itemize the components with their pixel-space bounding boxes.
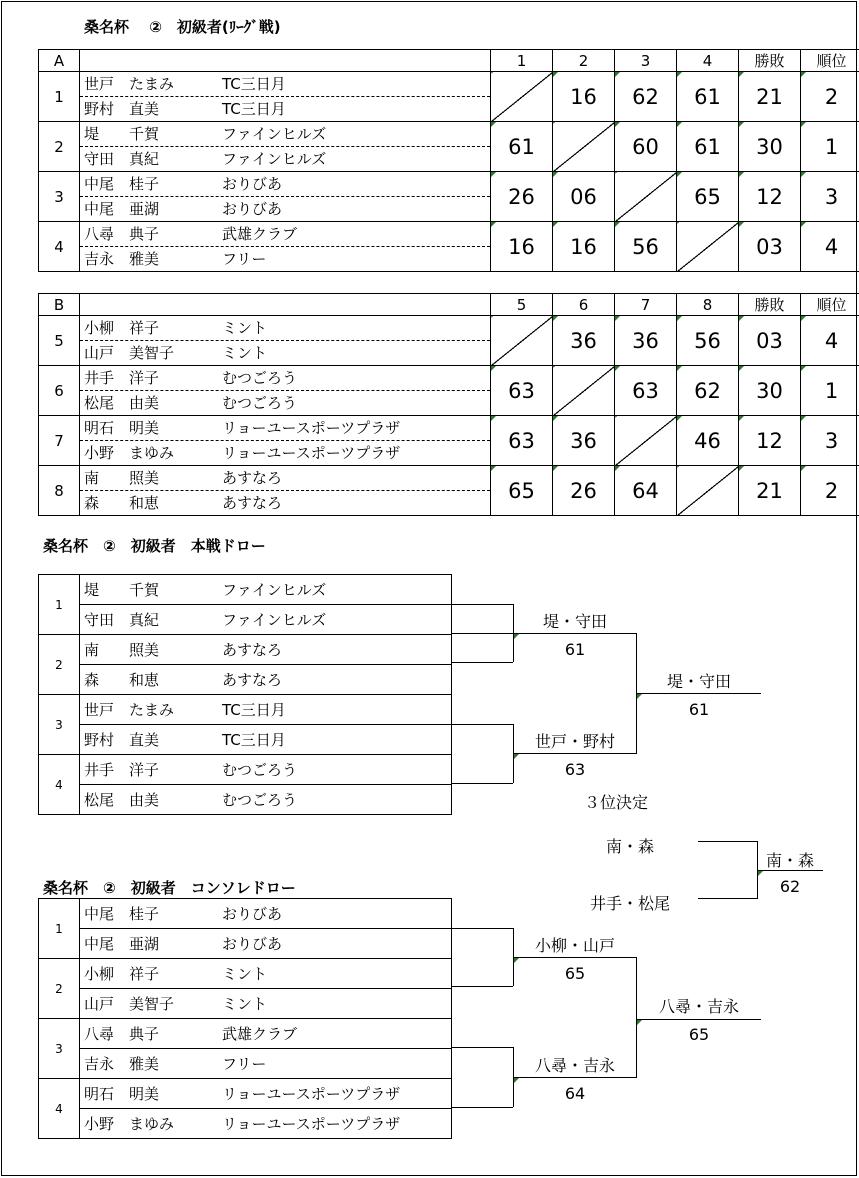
- match-score: 16: [491, 222, 553, 272]
- league-table-a: [38, 49, 859, 272]
- consolation-draw-table: [38, 898, 452, 1139]
- player-name: 野村 直美: [84, 100, 160, 118]
- draw-seed-number: 1: [39, 899, 80, 959]
- player-name: 松尾 由美: [84, 394, 160, 412]
- cons-final-winner: 八尋・吉永: [658, 997, 739, 1016]
- draw-player: [80, 605, 452, 635]
- rank-header: 順位: [801, 294, 859, 316]
- cons-semi2-score: 64: [564, 1084, 586, 1103]
- player-club: TC三日月: [222, 75, 286, 93]
- player-club: リョーユースポーツプラザ: [222, 1085, 401, 1103]
- win-loss: 21: [739, 466, 801, 516]
- player-club: ミント: [222, 319, 268, 337]
- col-header: 4: [677, 50, 739, 72]
- col-header: 2: [553, 50, 615, 72]
- block-label: B: [39, 294, 80, 316]
- player-name: 中尾 亜湖: [84, 200, 160, 218]
- draw-player: [80, 575, 452, 605]
- draw-player: [80, 929, 452, 959]
- consolation-title: 桑名杯 ② 初級者 コンソレドロー: [43, 879, 296, 897]
- match-score: 63: [491, 366, 553, 416]
- team-number: 6: [39, 366, 80, 416]
- player-club: リョーユースポーツプラザ: [222, 419, 401, 437]
- player-club: ファインヒルズ: [222, 150, 327, 168]
- draw-row: [39, 1049, 452, 1079]
- player-club: TC三日月: [222, 100, 286, 118]
- draw-row: [39, 959, 452, 989]
- player-name: 井手 洋子: [84, 761, 160, 779]
- team-number: 4: [39, 222, 80, 272]
- match-score: 26: [553, 466, 615, 516]
- cons-final-score: 65: [688, 1025, 710, 1044]
- match-score: 46: [677, 416, 739, 466]
- player-club: あすなろ: [222, 469, 283, 487]
- rank: 4: [801, 222, 859, 272]
- match-score: 36: [615, 316, 677, 366]
- player-name: 世戸 たまみ: [84, 701, 175, 719]
- player-name: 守田 真紀: [84, 150, 160, 168]
- player-name: 南 照美: [84, 641, 160, 659]
- third-place-label: ３位決定: [583, 793, 648, 812]
- third-score: 62: [779, 877, 801, 896]
- league-row: [39, 122, 859, 172]
- team-players: [80, 416, 491, 466]
- match-score: 65: [491, 466, 553, 516]
- player-name: 八尋 典子: [84, 225, 160, 243]
- draw-seed-number: 2: [39, 635, 80, 695]
- draw-player: [80, 989, 452, 1019]
- rank: 4: [801, 316, 859, 366]
- draw-player: [80, 755, 452, 785]
- player-name: 八尋 典子: [84, 1025, 160, 1043]
- rank: 3: [801, 172, 859, 222]
- self-match-cell: [491, 72, 553, 122]
- player-name: 吉永 雅美: [84, 250, 160, 268]
- col-header: 7: [615, 294, 677, 316]
- draw-player: [80, 959, 452, 989]
- col-header: 1: [491, 50, 553, 72]
- team-number: 8: [39, 466, 80, 516]
- player-club: おりびあ: [222, 905, 283, 923]
- self-match-cell: [615, 416, 677, 466]
- draw-row: [39, 1079, 452, 1109]
- player-club: ファインヒルズ: [222, 125, 327, 143]
- player-club: あすなろ: [222, 494, 283, 512]
- cons-semi2-winner: 八尋・吉永: [534, 1056, 615, 1075]
- player-line: [80, 441, 490, 465]
- match-score: 62: [677, 366, 739, 416]
- player-line: [80, 122, 490, 147]
- match-score: 36: [553, 316, 615, 366]
- player-line: [80, 366, 490, 391]
- draw-row: [39, 725, 452, 755]
- player-line: [80, 172, 490, 197]
- player-line: [80, 197, 490, 221]
- player-line: [80, 97, 490, 121]
- draw-player: [80, 785, 452, 815]
- team-players: [80, 366, 491, 416]
- player-name: 中尾 桂子: [84, 175, 160, 193]
- player-name: 明石 明美: [84, 1085, 160, 1103]
- col-header: 8: [677, 294, 739, 316]
- match-score: 63: [615, 366, 677, 416]
- main-draw-table: [38, 574, 452, 815]
- draw-player: [80, 899, 452, 929]
- player-club: ミント: [222, 344, 268, 362]
- player-line: [80, 72, 490, 97]
- league-header-row: [39, 50, 859, 72]
- col-header: 6: [553, 294, 615, 316]
- player-line: [80, 147, 490, 171]
- player-name: 中尾 桂子: [84, 905, 160, 923]
- draw-row: [39, 929, 452, 959]
- player-club: あすなろ: [222, 671, 283, 689]
- win-loss: 03: [739, 222, 801, 272]
- col-header: 5: [491, 294, 553, 316]
- draw-row: [39, 605, 452, 635]
- player-club: フリー: [222, 250, 267, 268]
- rank: 2: [801, 72, 859, 122]
- draw-seed-number: 3: [39, 1019, 80, 1079]
- player-name: 世戸 たまみ: [84, 75, 175, 93]
- draw-seed-number: 3: [39, 695, 80, 755]
- team-players: [80, 172, 491, 222]
- draw-row: [39, 1109, 452, 1139]
- cons-semi1-score: 65: [564, 964, 586, 983]
- team-number: 5: [39, 316, 80, 366]
- draw-row: [39, 695, 452, 725]
- match-score: 56: [677, 316, 739, 366]
- draw-seed-number: 2: [39, 959, 80, 1019]
- team-number: 7: [39, 416, 80, 466]
- draw-row: [39, 755, 452, 785]
- match-score: 63: [491, 416, 553, 466]
- player-club: あすなろ: [222, 641, 283, 659]
- draw-seed-number: 4: [39, 755, 80, 815]
- player-name: 明石 明美: [84, 419, 160, 437]
- main-final-score: 61: [688, 700, 710, 719]
- league-row: [39, 222, 859, 272]
- draw-player: [80, 695, 452, 725]
- league-row: [39, 172, 859, 222]
- player-club: おりびあ: [222, 200, 283, 218]
- draw-row: [39, 899, 452, 929]
- win-loss: 30: [739, 122, 801, 172]
- player-name: 小野 まゆみ: [84, 444, 175, 462]
- league-table-b: [38, 293, 859, 516]
- player-club: むつごろう: [222, 369, 298, 387]
- team-players: [80, 466, 491, 516]
- draw-row: [39, 785, 452, 815]
- match-score: 06: [553, 172, 615, 222]
- rank-header: 順位: [801, 50, 859, 72]
- team-players: [80, 72, 491, 122]
- win-loss: 30: [739, 366, 801, 416]
- player-name: 堤 千賀: [84, 125, 160, 143]
- league-row: [39, 72, 859, 122]
- draw-row: [39, 665, 452, 695]
- rank: 3: [801, 416, 859, 466]
- col-header: 3: [615, 50, 677, 72]
- league-header-row: [39, 294, 859, 316]
- match-score: 56: [615, 222, 677, 272]
- player-club: TC三日月: [222, 731, 286, 749]
- win-loss: 03: [739, 316, 801, 366]
- player-name: 野村 直美: [84, 731, 160, 749]
- match-score: 62: [615, 72, 677, 122]
- league-title: 桑名杯 ② 初級者(ﾘｰｸﾞ戦): [84, 18, 281, 36]
- player-name: 小柳 祥子: [84, 965, 160, 983]
- match-score: 64: [615, 466, 677, 516]
- block-label: A: [39, 50, 80, 72]
- draw-row: [39, 635, 452, 665]
- main-semi2-score: 63: [564, 760, 586, 779]
- player-name: 森 和恵: [84, 494, 160, 512]
- player-club: むつごろう: [222, 394, 298, 412]
- draw-seed-number: 1: [39, 575, 80, 635]
- team-players: [80, 316, 491, 366]
- league-row: [39, 416, 859, 466]
- player-club: むつごろう: [222, 791, 298, 809]
- player-name: 堤 千賀: [84, 581, 160, 599]
- main-semi2-winner: 世戸・野村: [534, 732, 615, 751]
- main-semi1-score: 61: [564, 640, 586, 659]
- player-club: 武雄クラブ: [222, 225, 298, 243]
- player-name: 山戸 美智子: [84, 995, 175, 1013]
- match-score: 61: [491, 122, 553, 172]
- win-loss-header: 勝敗: [739, 50, 801, 72]
- player-club: おりびあ: [222, 175, 283, 193]
- league-row: [39, 366, 859, 416]
- player-club: ミント: [222, 965, 268, 983]
- player-club: フリー: [222, 1055, 267, 1073]
- self-match-cell: [615, 172, 677, 222]
- draw-seed-number: 4: [39, 1079, 80, 1139]
- cons-semi1-winner: 小柳・山戸: [534, 936, 615, 955]
- player-name: 森 和恵: [84, 671, 160, 689]
- draw-row: [39, 575, 452, 605]
- third-winner: 南・森: [765, 851, 814, 870]
- player-line: [80, 416, 490, 441]
- player-club: ファインヒルズ: [222, 611, 327, 629]
- match-score: 61: [677, 72, 739, 122]
- main-draw-title: 桑名杯 ② 初級者 本戦ドロー: [43, 537, 266, 555]
- league-row: [39, 466, 859, 516]
- player-name: 中尾 亜湖: [84, 935, 160, 953]
- player-club: おりびあ: [222, 935, 283, 953]
- match-score: 26: [491, 172, 553, 222]
- match-score: 61: [677, 122, 739, 172]
- match-score: 16: [553, 72, 615, 122]
- draw-player: [80, 1079, 452, 1109]
- team-number: 3: [39, 172, 80, 222]
- match-score: 65: [677, 172, 739, 222]
- third-team1: 南・森: [605, 837, 654, 856]
- player-line: [80, 391, 490, 415]
- player-club: むつごろう: [222, 761, 298, 779]
- player-club: TC三日月: [222, 701, 286, 719]
- self-match-cell: [553, 366, 615, 416]
- win-loss-header: 勝敗: [739, 294, 801, 316]
- player-name: 山戸 美智子: [84, 344, 175, 362]
- rank: 1: [801, 122, 859, 172]
- player-club: ファインヒルズ: [222, 581, 327, 599]
- team-number: 2: [39, 122, 80, 172]
- win-loss: 12: [739, 416, 801, 466]
- player-line: [80, 247, 490, 271]
- draw-player: [80, 1109, 452, 1139]
- draw-player: [80, 635, 452, 665]
- draw-player: [80, 1049, 452, 1079]
- draw-row: [39, 1019, 452, 1049]
- player-line: [80, 341, 490, 365]
- draw-player: [80, 1019, 452, 1049]
- team-players: [80, 122, 491, 172]
- self-match-cell: [491, 316, 553, 366]
- player-club: リョーユースポーツプラザ: [222, 1115, 401, 1133]
- header-blank: [80, 294, 491, 316]
- self-match-cell: [553, 122, 615, 172]
- player-line: [80, 316, 490, 341]
- team-number: 1: [39, 72, 80, 122]
- win-loss: 12: [739, 172, 801, 222]
- draw-player: [80, 665, 452, 695]
- player-name: 小柳 祥子: [84, 319, 160, 337]
- player-club: 武雄クラブ: [222, 1025, 298, 1043]
- header-blank: [80, 50, 491, 72]
- player-line: [80, 466, 490, 491]
- match-score: 16: [553, 222, 615, 272]
- player-line: [80, 491, 490, 515]
- player-name: 井手 洋子: [84, 369, 160, 387]
- draw-row: [39, 989, 452, 1019]
- match-score: 36: [553, 416, 615, 466]
- self-match-cell: [677, 222, 739, 272]
- player-club: リョーユースポーツプラザ: [222, 444, 401, 462]
- player-name: 守田 真紀: [84, 611, 160, 629]
- team-players: [80, 222, 491, 272]
- main-semi1-winner: 堤・守田: [542, 612, 607, 631]
- third-team2: 井手・松尾: [589, 894, 670, 913]
- main-final-winner: 堤・守田: [666, 672, 731, 691]
- player-name: 吉永 雅美: [84, 1055, 160, 1073]
- draw-player: [80, 725, 452, 755]
- win-loss: 21: [739, 72, 801, 122]
- player-name: 松尾 由美: [84, 791, 160, 809]
- player-club: ミント: [222, 995, 268, 1013]
- player-line: [80, 222, 490, 247]
- match-score: 60: [615, 122, 677, 172]
- rank: 2: [801, 466, 859, 516]
- rank: 1: [801, 366, 859, 416]
- league-row: [39, 316, 859, 366]
- player-name: 小野 まゆみ: [84, 1115, 175, 1133]
- player-name: 南 照美: [84, 469, 160, 487]
- self-match-cell: [677, 466, 739, 516]
